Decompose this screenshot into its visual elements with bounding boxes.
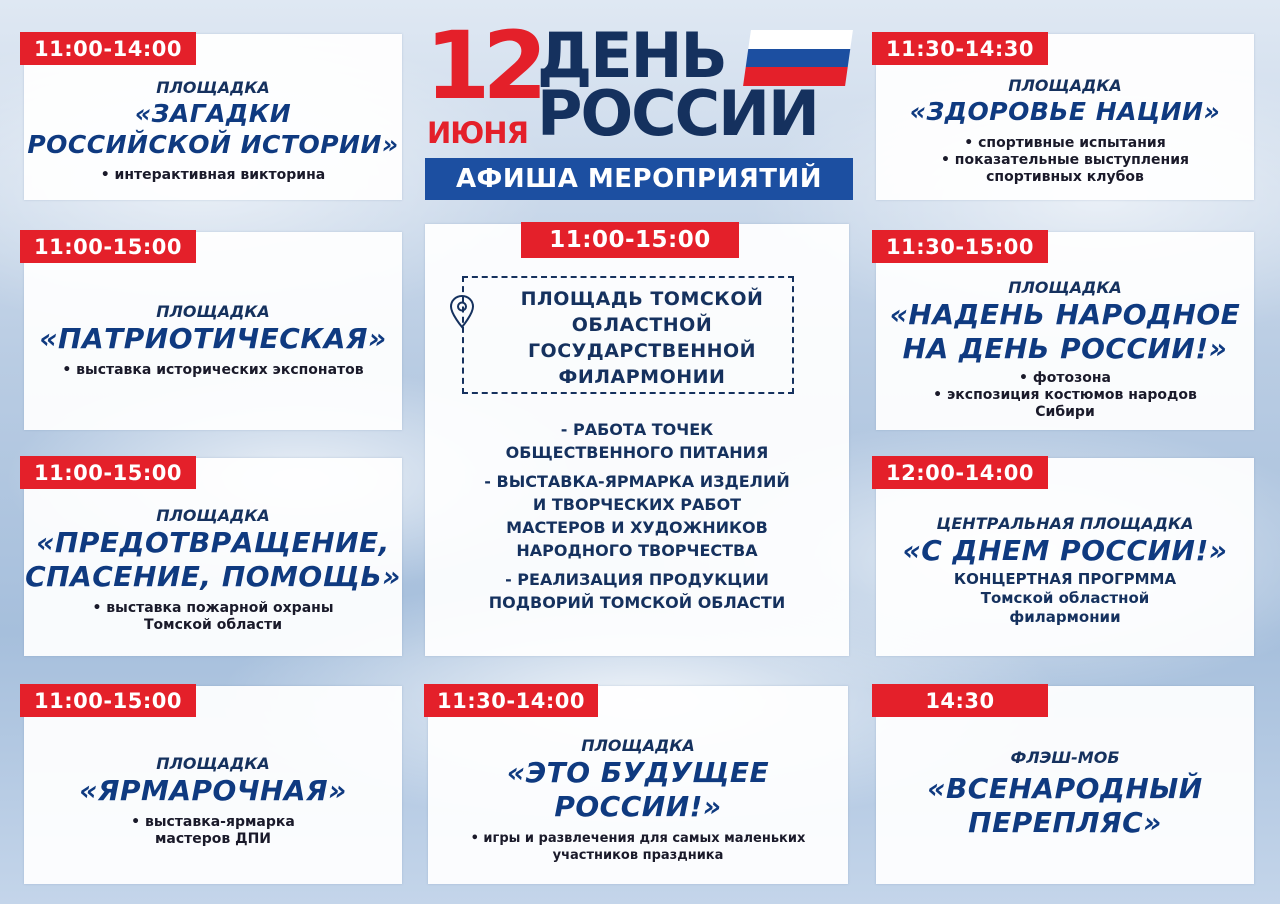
event-time: 11:30-14:30 [872, 32, 1048, 65]
event-title: «ЗАГАДКИ [134, 99, 292, 128]
event-bullet: • спортивные испытания [964, 135, 1166, 151]
event-time: 12:00-14:00 [872, 456, 1048, 489]
event-time: 11:00-15:00 [20, 684, 196, 717]
event-title: «С ДНЕМ РОССИИ!» [902, 534, 1228, 567]
event-bullet: • выставка-ярмарка [131, 814, 295, 830]
event-title: «ПРЕДОТВРАЩЕНИЕ, [36, 526, 390, 559]
event-title: ПЕРЕПЛЯС» [968, 806, 1162, 839]
event-label: ПЛОЩАДКА [581, 736, 695, 755]
event-bullet: Сибири [1035, 404, 1095, 420]
center-item: ОБЩЕСТВЕННОГО ПИТАНИЯ [505, 443, 769, 462]
event-title: «ЯРМАРОЧНАЯ» [79, 774, 347, 807]
event-time: 11:30-15:00 [872, 230, 1048, 263]
event-card-flashmob [876, 686, 1254, 884]
event-card-yarmarochnaya [24, 686, 402, 884]
center-item: - РЕАЛИЗАЦИЯ ПРОДУКЦИИ [505, 570, 769, 589]
event-time: 11:00-15:00 [20, 456, 196, 489]
event-bullet: мастеров ДПИ [154, 831, 272, 847]
event-title: РОССИИ!» [554, 790, 722, 823]
event-title: «ЗДОРОВЬЕ НАЦИИ» [909, 97, 1221, 126]
center-item: - РАБОТА ТОЧЕК [560, 420, 714, 439]
header-month: ИЮНЯ [427, 116, 528, 150]
event-card-center-venue [425, 224, 849, 656]
header-day: 12 [425, 12, 540, 121]
event-card-patrioticheskaya [24, 232, 402, 430]
event-card-predotvrashchenie [24, 458, 402, 656]
event-label: ПЛОЩАДКА [156, 754, 270, 773]
event-bullet: • экспозиция костюмов народов [933, 387, 1197, 403]
event-title: РОССИЙСКОЙ ИСТОРИИ» [27, 130, 399, 159]
event-label: ПЛОЩАДКА [156, 302, 270, 321]
event-title: «ВСЕНАРОДНЫЙ [927, 772, 1203, 805]
venue-line: ГОСУДАРСТВЕННОЙ [527, 340, 757, 362]
event-label: ПЛОЩАДКА [156, 506, 270, 525]
event-header [425, 12, 855, 201]
venue-line: ОБЛАСТНОЙ [571, 314, 713, 336]
event-card-zagadki [24, 34, 402, 200]
event-label: ПЛОЩАДКА [1008, 278, 1122, 297]
event-label: ЦЕНТРАЛЬНАЯ ПЛОЩАДКА [936, 514, 1194, 533]
event-card-zdorovye [876, 34, 1254, 200]
venue-line: ПЛОЩАДЬ ТОМСКОЙ [520, 288, 764, 310]
event-time: 11:00-15:00 [521, 222, 739, 258]
event-bullet: участников праздника [552, 848, 724, 863]
venue-line: ФИЛАРМОНИИ [558, 366, 726, 388]
event-bullet: • фотозона [1019, 370, 1111, 386]
event-bullet: • игры и развлечения для самых маленьких [470, 831, 806, 846]
header-word-den: ДЕНЬ [537, 19, 726, 92]
event-card-s-dnem-rossii [876, 458, 1254, 656]
header-subtitle: АФИША МЕРОПРИЯТИЙ [425, 158, 853, 200]
center-item: МАСТЕРОВ И ХУДОЖНИКОВ [506, 518, 768, 537]
event-bullet: спортивных клубов [986, 169, 1144, 185]
event-bullet: • выставка пожарной охраны [92, 600, 334, 616]
center-item: НАРОДНОГО ТВОРЧЕСТВА [516, 541, 758, 560]
event-bullet: • показательные выступления [940, 152, 1189, 168]
event-time: 11:00-14:00 [20, 32, 196, 65]
event-bullet: филармонии [1009, 608, 1121, 626]
event-title: НА ДЕНЬ РОССИИ!» [902, 332, 1228, 365]
event-bullet: • выставка исторических экспонатов [62, 362, 364, 378]
event-bullet: Томской областной [980, 589, 1150, 607]
event-bullet: • интерактивная викторина [100, 167, 326, 183]
event-title: «ПАТРИОТИЧЕСКАЯ» [39, 322, 387, 355]
event-label: ПЛОЩАДКА [156, 78, 270, 97]
event-label: ПЛОЩАДКА [1008, 76, 1122, 95]
header-word-rossii: РОССИИ [537, 77, 818, 150]
event-time: 11:00-15:00 [20, 230, 196, 263]
center-item: И ТВОРЧЕСКИХ РАБОТ [532, 495, 742, 514]
event-title: СПАСЕНИЕ, ПОМОЩЬ» [25, 560, 401, 593]
event-title: «НАДЕНЬ НАРОДНОЕ [889, 298, 1241, 331]
location-pin-icon [449, 294, 475, 330]
event-title: «ЭТО БУДУЩЕЕ [506, 756, 770, 789]
event-label: ФЛЭШ-МОБ [1010, 748, 1120, 767]
event-time: 14:30 [872, 684, 1048, 717]
event-time: 11:30-14:00 [424, 684, 598, 717]
center-item: ПОДВОРИЙ ТОМСКОЙ ОБЛАСТИ [488, 593, 786, 612]
center-item: - ВЫСТАВКА-ЯРМАРКА ИЗДЕЛИЙ [484, 472, 790, 491]
event-card-budushchee [428, 686, 848, 884]
event-bullet: Томской области [143, 617, 283, 633]
event-bullet: КОНЦЕРТНАЯ ПРОГРММА [953, 570, 1177, 588]
event-card-naden-narodnoe [876, 232, 1254, 430]
